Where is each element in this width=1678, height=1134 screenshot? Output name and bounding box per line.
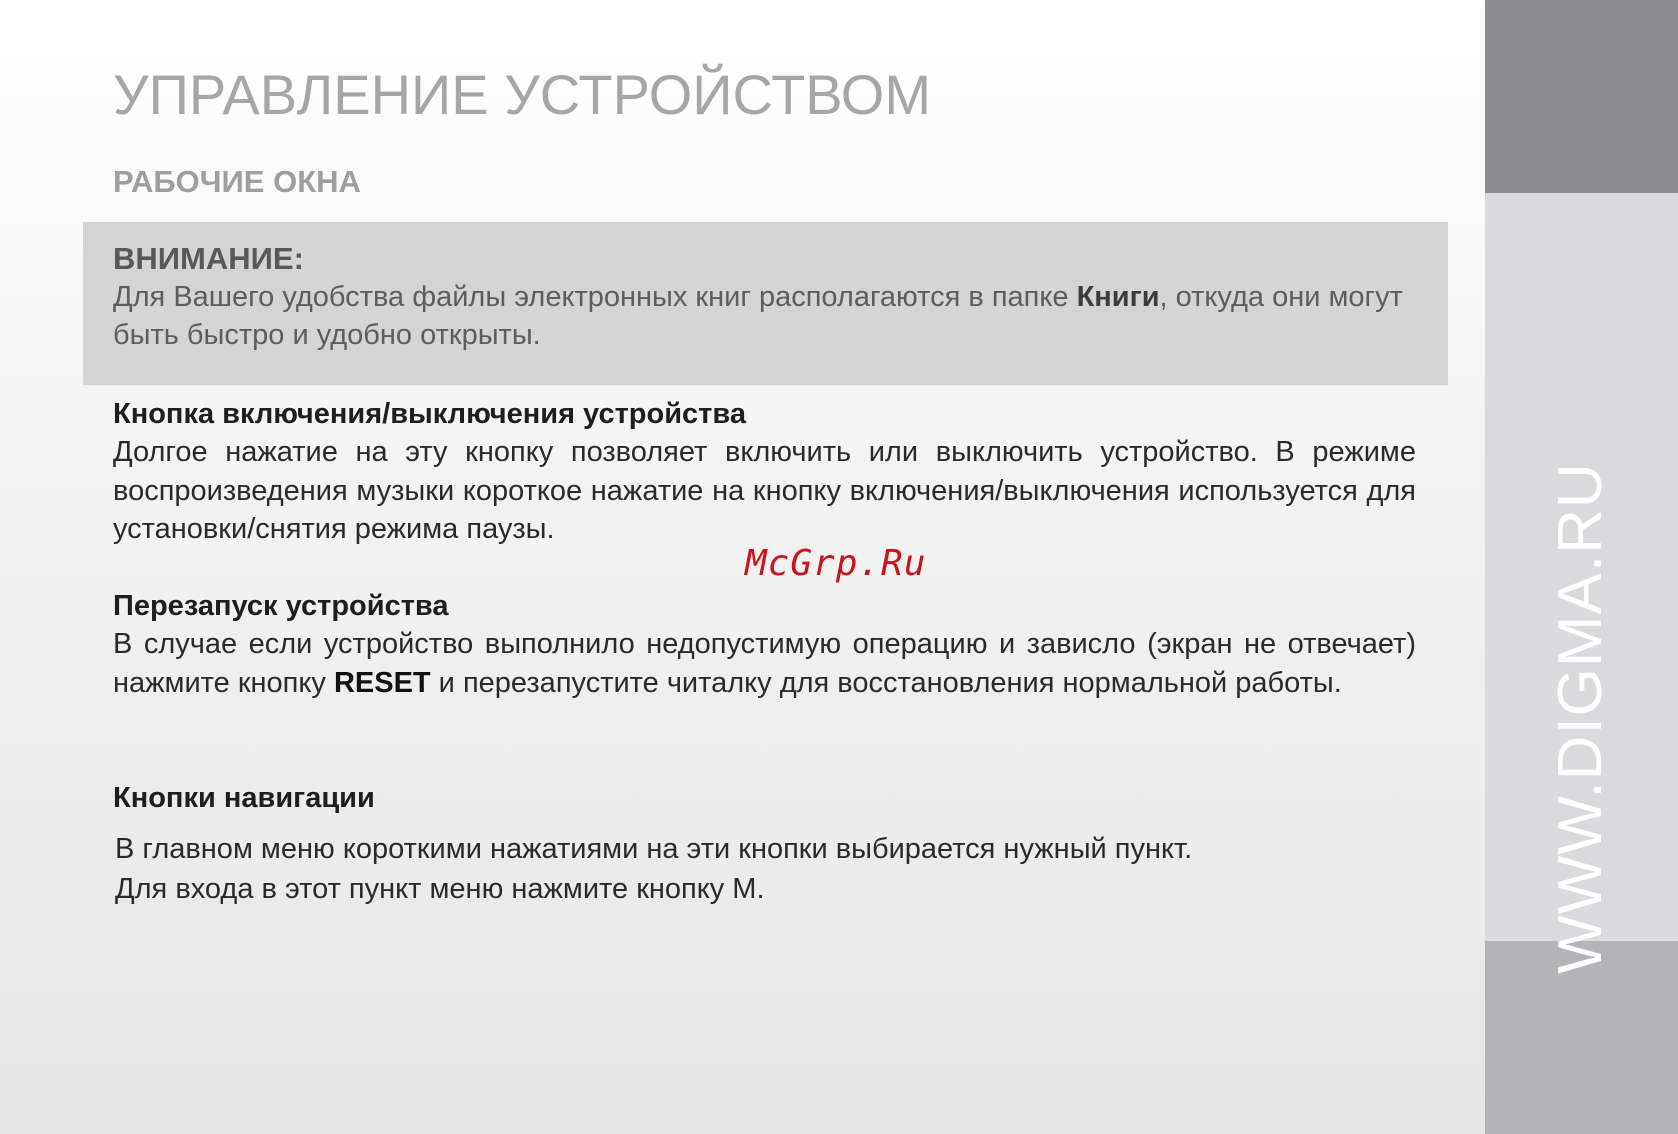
navigation-text	[115, 829, 1435, 909]
page-title: УПРАВЛЕНИЕ УСТРОЙСТВОМ	[113, 63, 931, 126]
notice-text-end: , откуда они могут быть быстро и удобно открыты.	[113, 281, 1403, 351]
navigation-line-1: В главном меню короткими нажатиями на эти кнопки выбирается нужный пункт.	[115, 833, 1193, 865]
brand-url: WWW.DIGMA.RU	[1546, 462, 1615, 974]
navigation-heading: Кнопки навигации	[113, 782, 375, 814]
reset-key-name: RESET	[333, 666, 431, 699]
navigation-line-2: Для входа в этот пункт меню нажмите кнопку М.	[115, 873, 765, 905]
reset-text-start: В случае если устройство выполнило недопустимую операцию и зависло (экран не отвечает) нажмите кнопку	[113, 628, 1416, 699]
navigation-section	[113, 779, 1416, 817]
watermark: McGrp.Ru	[745, 543, 927, 584]
reset-heading: Перезапуск устройства	[113, 590, 449, 622]
notice-text	[113, 278, 1414, 354]
reset-section	[113, 587, 1416, 702]
section-title: РАБОЧИЕ ОКНА	[113, 164, 361, 199]
notice-heading: ВНИМАНИЕ:	[113, 241, 304, 276]
power-button-section	[113, 395, 1416, 549]
side-band-top-block	[1485, 0, 1678, 193]
notice-text-start: Для Вашего удобства файлы электронных книг располагаются в папке	[113, 281, 1077, 313]
reset-text	[113, 625, 1416, 702]
reset-text-end: и перезапустите читалку для восстановления нормальной работы.	[430, 666, 1342, 699]
power-button-text: Долгое нажатие на эту кнопку позволяет включить или выключить устройство. В режиме воспроизведения музыки короткое нажатие на кнопку включения/выключения используется для установки/снятия режима паузы.	[113, 436, 1416, 545]
power-button-heading: Кнопка включения/выключения устройства	[113, 398, 746, 430]
side-band	[1485, 0, 1678, 1134]
notice-folder-name: Книги	[1076, 281, 1160, 313]
notice-box	[83, 222, 1448, 385]
